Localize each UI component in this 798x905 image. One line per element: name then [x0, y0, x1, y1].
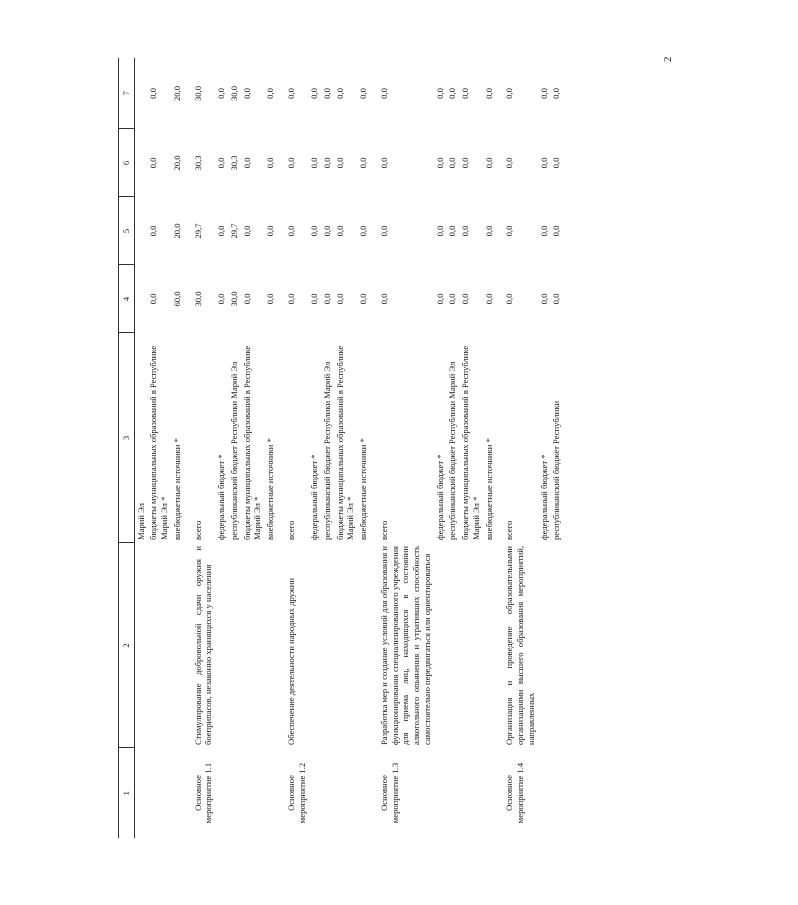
measure-id-cell	[147, 748, 170, 838]
rotated-table-container	[118, 58, 798, 838]
value-cell-col-5: 0,0	[265, 225, 276, 237]
value-cell-col-7: 0,0	[216, 88, 227, 99]
table-row	[147, 58, 170, 838]
value-cell-col-4: 30,0	[192, 291, 203, 307]
value-cell-col-4: 0,0	[358, 293, 369, 305]
measure-id-cell	[434, 748, 447, 838]
value-cell-col-7: 0,0	[538, 88, 549, 99]
value-cell-col-6: 30,3	[228, 155, 239, 171]
funding-source-cell: бюджеты муниципальных образований в Республике Марий Эл *	[241, 345, 263, 540]
value-cell-col-6: 20,0	[171, 155, 182, 171]
value-cell-col-4: 0,0	[148, 293, 159, 305]
measure-title-cell	[357, 543, 370, 748]
measure-title-cell	[483, 543, 496, 748]
value-cell-col-6: 0,0	[551, 157, 562, 169]
measure-title-cell	[264, 543, 277, 748]
value-cell-col-6: 0,0	[334, 157, 345, 169]
value-cell-col-5: 29,7	[192, 223, 203, 239]
value-cell-col-7: 0,0	[309, 88, 320, 99]
header-cell-7: 7	[119, 58, 135, 129]
value-cell-col-5: 20,0	[171, 223, 182, 239]
value-cell-col-5: 0,0	[447, 225, 458, 237]
value-cell-col-7: 0,0	[241, 88, 252, 99]
value-cell-col-5	[134, 197, 147, 265]
measure-id-cell	[215, 748, 228, 838]
value-cell-col-6: 0,0	[447, 157, 458, 169]
funding-source-cell: федеральный бюджет *	[538, 454, 549, 540]
value-cell-col-7: 0,0	[551, 88, 562, 99]
measure-id-cell: Основное мероприятие 1.2	[285, 762, 307, 824]
measure-id-cell	[538, 748, 551, 838]
value-cell-col-6: 0,0	[265, 157, 276, 169]
value-cell-col-7: 0,0	[483, 88, 494, 99]
measure-title-cell: Стимулирование добровольной сдачи оружия и боеприпасов, незаконно хранящихся у населения	[192, 546, 214, 745]
measure-title-cell	[550, 543, 563, 748]
value-cell-col-4: 0,0	[551, 293, 562, 305]
measure-id-cell	[483, 748, 496, 838]
table-row	[357, 58, 370, 838]
measure-title-cell	[459, 543, 482, 748]
value-cell-col-7: 30,0	[228, 85, 239, 102]
value-cell-col-7: 0,0	[358, 88, 369, 99]
measure-id-cell	[446, 748, 459, 838]
measure-title-cell	[215, 543, 228, 748]
value-cell-col-5: 0,0	[460, 225, 471, 237]
measure-title-cell	[241, 543, 264, 748]
measure-title-cell	[147, 543, 170, 748]
value-cell-col-4: 0,0	[322, 293, 333, 305]
value-cell-col-6: 0,0	[378, 157, 389, 169]
funding-source-cell: всего	[192, 520, 203, 540]
measure-title-cell	[334, 543, 357, 748]
value-cell-col-4: 0,0	[434, 293, 445, 305]
measure-id-cell	[171, 748, 184, 838]
table-row	[134, 58, 147, 838]
value-cell-col-5: 29,7	[228, 223, 239, 239]
funding-source-cell: всего	[378, 520, 389, 540]
funding-source-cell: внебюджетные источники *	[171, 438, 182, 540]
measure-id-cell: Основное мероприятие 1.3	[378, 762, 400, 824]
funding-source-cell: республиканский бюджет Республики	[551, 400, 562, 540]
header-cell-4: 4	[119, 265, 135, 333]
funding-source-cell: республиканский бюджет Республики Марий Эл	[447, 361, 458, 540]
value-cell-col-6: 0,0	[538, 157, 549, 169]
measure-id-cell	[134, 748, 147, 838]
measure-id-cell	[550, 748, 563, 838]
funding-source-cell: внебюджетные источники *	[483, 438, 494, 540]
value-cell-col-6: 30,3	[192, 155, 203, 171]
measure-title-cell	[134, 543, 147, 748]
funding-source-cell: федеральный бюджет *	[216, 454, 227, 540]
page-number: 2	[662, 56, 674, 62]
value-cell-col-6: 0,0	[504, 157, 515, 169]
measure-title-cell	[321, 543, 334, 748]
funding-source-cell: федеральный бюджет *	[309, 454, 320, 540]
measure-title-cell: Разработка мер и создание условий для образования и функционирования специализированного учреждения для приема лиц, находящихся в состоянии алкогольного опьянения и утративших способность самостоятельно передвигаться или ориентироваться	[378, 546, 432, 745]
table-row	[370, 58, 434, 838]
table-row	[434, 58, 447, 838]
value-cell-col-7: 0,0	[265, 88, 276, 99]
funding-source-cell: бюджеты муниципальных образований в Республике Марий Эл *	[334, 345, 356, 540]
value-cell-col-5: 0,0	[241, 225, 252, 237]
header-cell-2: 2	[119, 543, 135, 748]
funding-source-cell: бюджеты муниципальных образований в Республике Марий Эл *	[460, 345, 481, 540]
value-cell-col-7: 0,0	[334, 88, 345, 99]
table-row	[321, 58, 334, 838]
value-cell-col-7: 0,0	[148, 88, 159, 99]
value-cell-col-4: 60,0	[171, 291, 182, 307]
value-cell-col-6: 0,0	[434, 157, 445, 169]
value-cell-col-5: 0,0	[285, 225, 296, 237]
measure-title-cell	[308, 543, 321, 748]
value-cell-col-5: 0,0	[334, 225, 345, 237]
measure-title-cell	[434, 543, 447, 748]
budget-table	[118, 58, 563, 838]
table-row	[184, 58, 215, 838]
measure-id-cell	[228, 748, 241, 838]
value-cell-col-6: 0,0	[483, 157, 494, 169]
table-row	[277, 58, 308, 838]
value-cell-col-4: 0,0	[265, 293, 276, 305]
table-row	[334, 58, 357, 838]
value-cell-col-7: 30,0	[192, 85, 203, 102]
table-row	[241, 58, 264, 838]
table-row	[215, 58, 228, 838]
table-body	[134, 58, 563, 838]
value-cell-col-7: 0,0	[285, 88, 296, 99]
value-cell-col-4: 0,0	[483, 293, 494, 305]
value-cell-col-5: 0,0	[551, 225, 562, 237]
value-cell-col-4: 0,0	[285, 293, 296, 305]
measure-title-cell	[228, 543, 241, 748]
value-cell-col-4: 0,0	[334, 293, 345, 305]
funding-source-cell: республиканский бюджет Республики Марий Эл	[322, 361, 333, 540]
measure-id-cell	[334, 748, 357, 838]
value-cell-col-6: 0,0	[285, 157, 296, 169]
measure-title-cell	[446, 543, 459, 748]
value-cell-col-4: 0,0	[216, 293, 227, 305]
table-row	[446, 58, 459, 838]
value-cell-col-6: 0,0	[241, 157, 252, 169]
value-cell-col-4: 30,0	[228, 291, 239, 307]
measure-title-cell: Организация и проведение образовательными организациями высшего образования мероприятий, направленных	[504, 546, 536, 745]
header-cell-6: 6	[119, 129, 135, 197]
table-row	[171, 58, 184, 838]
funding-source-cell: всего	[504, 520, 515, 540]
value-cell-col-7: 0,0	[322, 88, 333, 99]
value-cell-col-4: 0,0	[378, 293, 389, 305]
funding-source-cell: федеральный бюджет *	[434, 454, 445, 540]
table-row	[538, 58, 551, 838]
funding-source-cell: всего	[285, 520, 296, 540]
funding-source-cell: внебюджетные источники *	[265, 438, 276, 540]
value-cell-col-6	[134, 129, 147, 197]
value-cell-col-6: 0,0	[309, 157, 320, 169]
value-cell-col-4: 0,0	[538, 293, 549, 305]
value-cell-col-5: 0,0	[322, 225, 333, 237]
measure-id-cell	[241, 748, 264, 838]
value-cell-col-7	[134, 58, 147, 129]
value-cell-col-5: 0,0	[148, 225, 159, 237]
value-cell-col-7: 0,0	[504, 88, 515, 99]
funding-source-cell: бюджеты муниципальных образований в Республике Марий Эл *	[148, 345, 170, 540]
measure-id-cell	[459, 748, 482, 838]
table-row	[483, 58, 496, 838]
measure-id-cell: Основное мероприятие 1.4	[504, 762, 526, 824]
funding-source-cell: Марий Эл	[135, 503, 146, 540]
measure-id-cell	[357, 748, 370, 838]
value-cell-col-7: 0,0	[378, 88, 389, 99]
measure-title-cell	[171, 543, 184, 748]
value-cell-col-7: 0,0	[460, 88, 471, 99]
value-cell-col-4	[134, 265, 147, 333]
measure-id-cell	[321, 748, 334, 838]
table-row	[228, 58, 241, 838]
value-cell-col-5: 0,0	[358, 225, 369, 237]
measure-id-cell: Основное мероприятие 1.1	[192, 762, 214, 824]
header-row	[119, 58, 135, 838]
value-cell-col-7: 0,0	[447, 88, 458, 99]
funding-source-cell: республиканский бюджет Республики Марий Эл	[228, 361, 239, 540]
header-cell-1: 1	[119, 748, 135, 838]
value-cell-col-7: 20,0	[171, 85, 182, 102]
table-row	[264, 58, 277, 838]
value-cell-col-5: 0,0	[538, 225, 549, 237]
value-cell-col-6: 0,0	[358, 157, 369, 169]
value-cell-col-6: 0,0	[216, 157, 227, 169]
table-row	[495, 58, 537, 838]
table-row	[308, 58, 321, 838]
value-cell-col-4: 0,0	[504, 293, 515, 305]
table-row	[459, 58, 482, 838]
value-cell-col-4: 0,0	[309, 293, 320, 305]
value-cell-col-5: 0,0	[483, 225, 494, 237]
value-cell-col-5: 0,0	[504, 225, 515, 237]
funding-source-cell: внебюджетные источники *	[358, 438, 369, 540]
value-cell-col-6: 0,0	[148, 157, 159, 169]
measure-title-cell: Обеспечение деятельности народных дружин	[285, 578, 296, 745]
value-cell-col-6: 0,0	[322, 157, 333, 169]
value-cell-col-5: 0,0	[309, 225, 320, 237]
header-cell-3: 3	[119, 333, 135, 543]
table-row	[550, 58, 563, 838]
measure-id-cell	[308, 748, 321, 838]
value-cell-col-4: 0,0	[460, 293, 471, 305]
header-cell-5: 5	[119, 197, 135, 265]
measure-id-cell	[264, 748, 277, 838]
measure-title-cell	[538, 543, 551, 748]
value-cell-col-5: 0,0	[216, 225, 227, 237]
value-cell-col-4: 0,0	[241, 293, 252, 305]
value-cell-col-6: 0,0	[460, 157, 471, 169]
value-cell-col-4: 0,0	[447, 293, 458, 305]
value-cell-col-7: 0,0	[434, 88, 445, 99]
value-cell-col-5: 0,0	[378, 225, 389, 237]
value-cell-col-5: 0,0	[434, 225, 445, 237]
